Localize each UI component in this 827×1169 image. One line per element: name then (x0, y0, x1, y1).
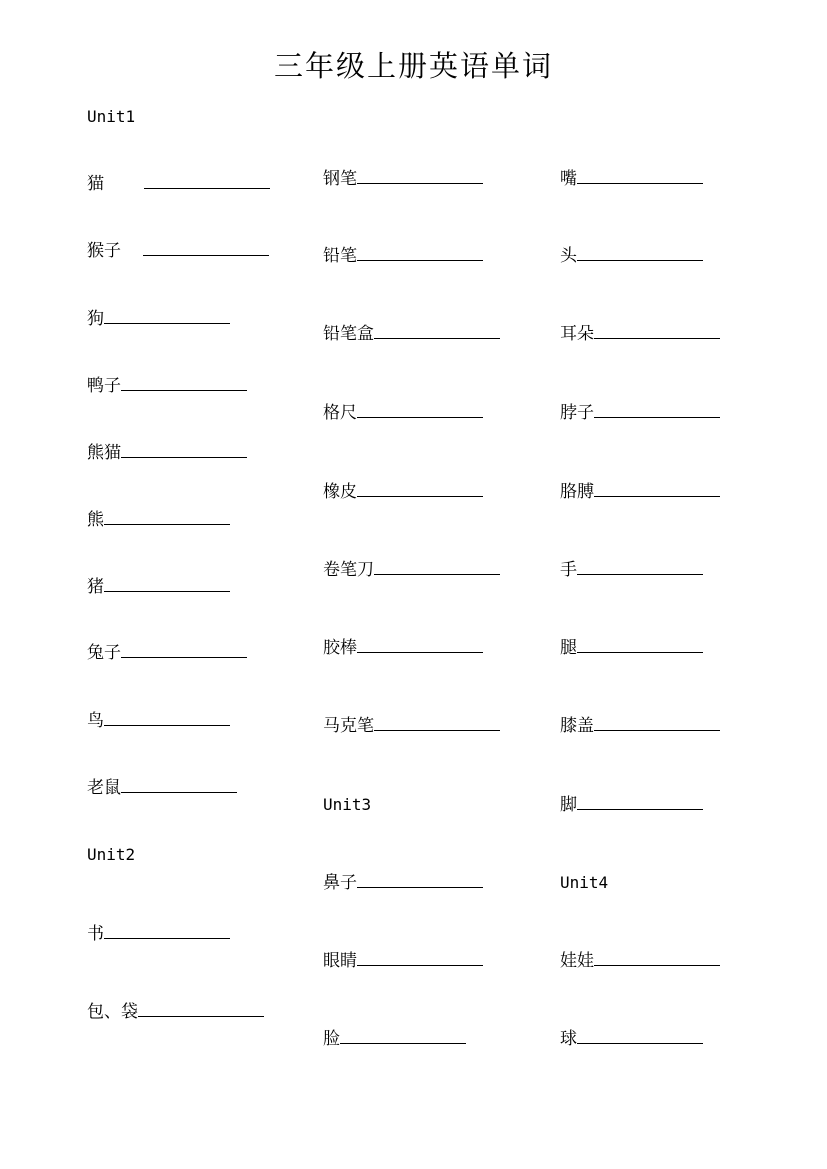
answer-blank[interactable] (340, 1029, 466, 1044)
vocab-word: 马克笔 (323, 716, 374, 736)
answer-blank[interactable] (357, 169, 483, 184)
vocab-word: 鸭子 (87, 376, 121, 396)
vocab-item (87, 1002, 264, 1022)
vocab-word: 熊猫 (87, 443, 121, 463)
vocab-item (87, 924, 230, 944)
answer-blank[interactable] (121, 376, 247, 391)
vocab-item (560, 482, 720, 502)
vocab-item (87, 174, 270, 194)
vocab-item (560, 560, 703, 580)
vocab-item (87, 241, 269, 261)
vocab-word: 铅笔 (323, 246, 357, 266)
answer-blank[interactable] (357, 951, 483, 966)
answer-blank[interactable] (594, 482, 720, 497)
vocab-word: 眼睛 (323, 951, 357, 971)
vocab-item (560, 795, 703, 815)
vocab-word: 手 (560, 560, 577, 580)
answer-blank[interactable] (104, 711, 230, 726)
answer-blank[interactable] (357, 246, 483, 261)
answer-blank[interactable] (374, 324, 500, 339)
vocab-item (560, 716, 720, 736)
vocab-item (323, 1029, 466, 1049)
vocab-item (560, 169, 703, 189)
vocab-item (323, 716, 500, 736)
vocab-word: 钢笔 (323, 169, 357, 189)
answer-blank[interactable] (594, 951, 720, 966)
vocab-item (560, 246, 703, 266)
answer-blank[interactable] (374, 560, 500, 575)
answer-blank[interactable] (577, 1029, 703, 1044)
vocab-item (87, 711, 230, 731)
answer-blank[interactable] (144, 174, 270, 189)
answer-blank[interactable] (357, 482, 483, 497)
answer-blank[interactable] (594, 716, 720, 731)
page-title: 三年级上册英语单词 (273, 49, 553, 83)
vocab-item (87, 309, 230, 329)
answer-blank[interactable] (594, 324, 720, 339)
vocab-word: 狗 (87, 309, 104, 329)
vocab-word: 鸟 (87, 711, 104, 731)
vocab-word: 脖子 (560, 403, 594, 423)
unit-heading: Unit3 (323, 795, 372, 814)
vocab-word: 包、袋 (87, 1002, 138, 1022)
vocab-item (323, 873, 483, 893)
vocab-item (560, 951, 720, 971)
answer-blank[interactable] (577, 560, 703, 575)
answer-blank[interactable] (138, 1002, 264, 1017)
unit-heading: Unit2 (87, 845, 136, 864)
answer-blank[interactable] (121, 443, 247, 458)
answer-blank[interactable] (374, 716, 500, 731)
vocab-item (323, 246, 483, 266)
vocab-word: 兔子 (87, 643, 121, 663)
vocab-item (323, 324, 500, 344)
vocab-item (560, 403, 720, 423)
vocab-word: 猫 (87, 174, 104, 194)
vocab-item (323, 638, 483, 658)
vocab-item (87, 577, 230, 597)
vocab-word: 老鼠 (87, 778, 121, 798)
vocab-word: 卷笔刀 (323, 560, 374, 580)
answer-blank[interactable] (577, 169, 703, 184)
vocab-item (323, 560, 500, 580)
answer-blank[interactable] (104, 309, 230, 324)
answer-blank[interactable] (104, 924, 230, 939)
vocab-word: 猪 (87, 577, 104, 597)
vocab-word: 头 (560, 246, 577, 266)
answer-blank[interactable] (577, 638, 703, 653)
vocab-word: 球 (560, 1029, 577, 1049)
answer-blank[interactable] (121, 778, 237, 793)
vocab-item (560, 638, 703, 658)
vocab-item (87, 510, 230, 530)
vocab-word: 膝盖 (560, 716, 594, 736)
answer-blank[interactable] (104, 510, 230, 525)
vocab-item (323, 951, 483, 971)
vocab-word: 脸 (323, 1029, 340, 1049)
vocab-word: 猴子 (87, 241, 121, 261)
vocab-item (87, 443, 247, 463)
vocab-word: 腿 (560, 638, 577, 658)
vocab-word: 铅笔盒 (323, 324, 374, 344)
vocab-item (87, 376, 247, 396)
vocab-item (560, 324, 720, 344)
answer-blank[interactable] (104, 577, 230, 592)
answer-blank[interactable] (357, 403, 483, 418)
vocab-word: 嘴 (560, 169, 577, 189)
answer-blank[interactable] (121, 643, 247, 658)
answer-blank[interactable] (357, 638, 483, 653)
vocab-word: 娃娃 (560, 951, 594, 971)
vocab-item (323, 403, 483, 423)
vocab-word: 脚 (560, 795, 577, 815)
vocab-word: 鼻子 (323, 873, 357, 893)
vocab-item (87, 643, 247, 663)
vocab-word: 胳膊 (560, 482, 594, 502)
answer-blank[interactable] (577, 795, 703, 810)
vocab-word: 橡皮 (323, 482, 357, 502)
vocab-item (323, 169, 483, 189)
vocab-word: 书 (87, 924, 104, 944)
answer-blank[interactable] (143, 241, 269, 256)
vocab-word: 胶棒 (323, 638, 357, 658)
vocab-word: 格尺 (323, 403, 357, 423)
answer-blank[interactable] (357, 873, 483, 888)
vocab-item (323, 482, 483, 502)
vocab-word: 熊 (87, 510, 104, 530)
answer-blank[interactable] (594, 403, 720, 418)
unit-heading: Unit1 (87, 107, 136, 126)
unit-heading: Unit4 (560, 873, 609, 892)
vocab-item (560, 1029, 703, 1049)
vocab-item (87, 778, 237, 798)
vocab-word: 耳朵 (560, 324, 594, 344)
answer-blank[interactable] (577, 246, 703, 261)
